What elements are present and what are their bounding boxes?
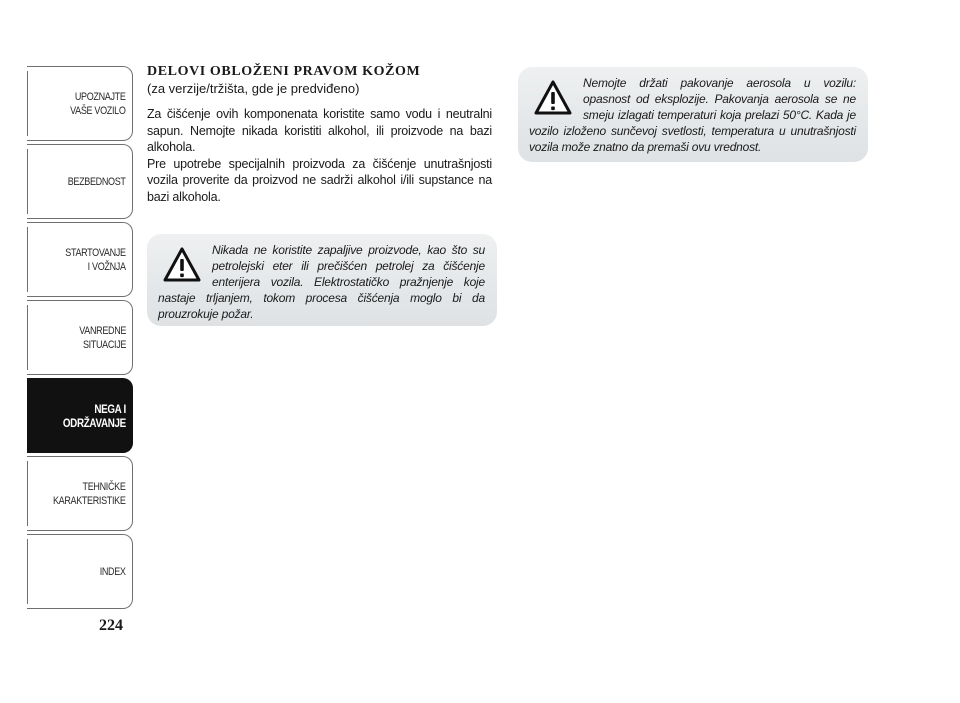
tab-tehnicke-karakteristike[interactable]	[27, 456, 133, 531]
warning-text: Nemojte držati pakovanje aerosola u vozilu: opasnost od eksplozije. Pakovanja aerosola se ne smeju izlagati temperaturi koja prelazi 50°C. Kada je vozilo izloženo sunčevoj svetlosti, temperatura u unutrašnjosti vozila može znatno da premaši ovu vrednost.	[529, 76, 856, 154]
tab-label: BEZBEDNOST	[68, 175, 126, 188]
tab-label: TEHNIČKE KARAKTERISTIKE	[53, 480, 126, 507]
section-title: DELOVI OBLOŽENI PRAVOM KOŽOM	[147, 64, 421, 79]
tab-bezbednost[interactable]	[27, 144, 133, 219]
warning-triangle-icon	[162, 246, 202, 284]
main-column	[147, 64, 492, 205]
tab-nega-i-odrzavanje[interactable]	[27, 378, 133, 453]
page-number: 224	[99, 617, 123, 634]
warning-box-aerosol	[518, 67, 868, 162]
warning-text: Nikada ne koristite zapaljive proizvode, kao što su petrolejski eter ili prečišćen petrolej za čišćenje enterijera vozila. Elektrostatičko pražnjenje koje nastaje trljanjem, tokom procesa čišćenja moglo bi da prouzrokuje požar.	[158, 243, 485, 321]
tab-upoznajte-vase-vozilo[interactable]	[27, 66, 133, 141]
section-subtitle: (za verzije/tržišta, gde je predviđeno)	[147, 81, 360, 96]
tab-label: INDEX	[100, 565, 126, 578]
tab-label: NEGA I ODRŽAVANJE	[62, 401, 126, 430]
tab-vanredne-situacije[interactable]	[27, 300, 133, 375]
warning-triangle-icon	[533, 79, 573, 117]
tab-label: VANREDNE SITUACIJE	[79, 324, 126, 351]
warning-box-flammable	[147, 234, 497, 326]
paragraph: Za čišćenje ovih komponenata koristite samo vodu i neutralni sapun. Nemojte nikada koristiti alkohol, ili proizvode na bazi alkohola.	[147, 107, 492, 154]
tab-index[interactable]	[27, 534, 133, 609]
tab-label: UPOZNAJTE VAŠE VOZILO	[70, 90, 126, 117]
tab-startovanje-i-voznja[interactable]	[27, 222, 133, 297]
paragraph: Pre upotrebe specijalnih proizvoda za čišćenje unutrašnjosti vozila proverite da proizvod ne sadrži alkohol i/ili supstance na bazi alkohola.	[147, 156, 492, 204]
tab-label: STARTOVANJE I VOŽNJA	[65, 246, 126, 273]
